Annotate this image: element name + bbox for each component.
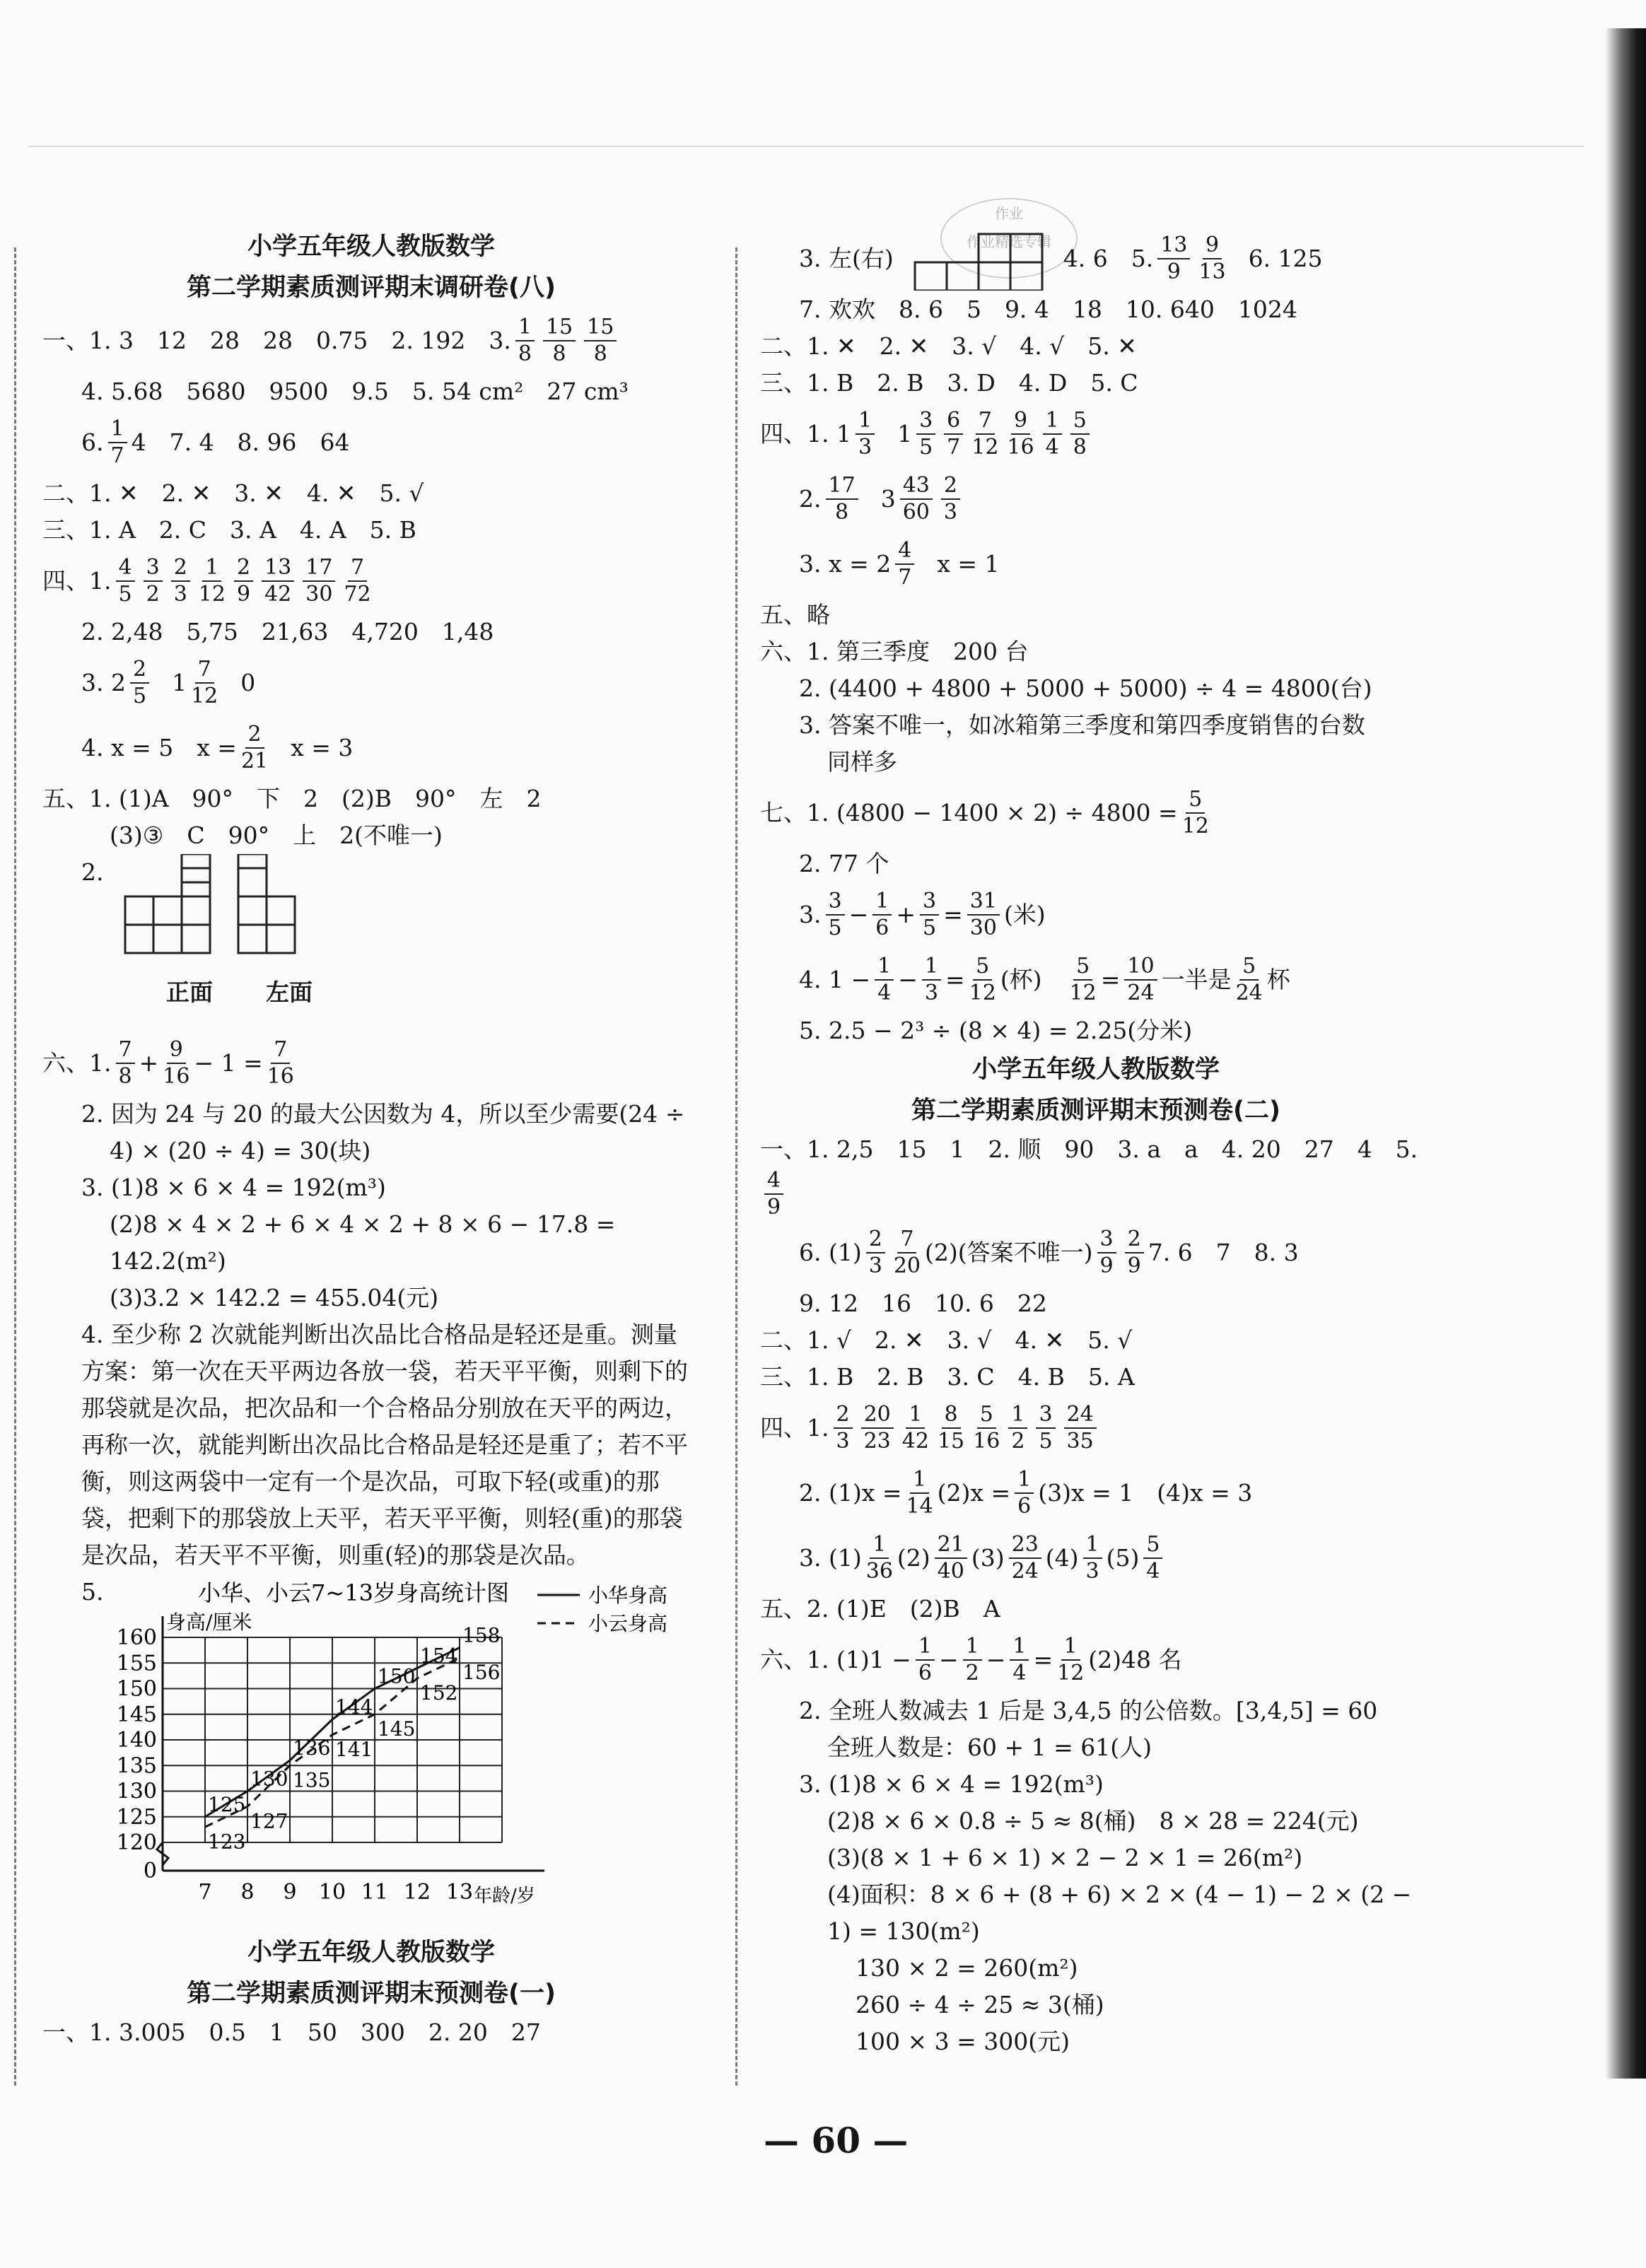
page-number: — 60 — — [764, 2120, 909, 2161]
fraction: $\frac{2}{3}$ — [834, 1402, 853, 1454]
answer-row — [760, 1012, 1432, 1049]
cube-grid-figure — [908, 227, 1049, 291]
fraction: $\frac{3}{5}$ — [916, 408, 935, 460]
answer-row — [42, 781, 700, 817]
answer-row — [42, 854, 700, 1031]
left-view-cube — [238, 925, 267, 953]
answer-text: (4) — [1045, 1544, 1079, 1572]
answer-text: 3. x = 2 — [799, 550, 892, 578]
left-view-cube — [267, 925, 295, 953]
grid-cell — [979, 234, 1010, 262]
answer-text: 3. (1) — [799, 1544, 862, 1572]
fraction: $\frac{2}{3}$ — [171, 555, 190, 607]
answer-row — [42, 1206, 700, 1280]
answer-text: 二、1. ✕ 2. ✕ 3. √ 4. √ 5. ✕ — [760, 332, 1137, 360]
fraction: $\frac{1}{12}$ — [1057, 1634, 1085, 1685]
answer-text: 2. 因为 24 与 20 的最大公因数为 4，所以至少需要(24 ÷ — [81, 1100, 685, 1128]
answer-text: (3)x = 1 (4)x = 3 — [1038, 1479, 1253, 1507]
fraction: $\frac{3}{5}$ — [1036, 1402, 1055, 1454]
answer-row — [760, 633, 1432, 670]
answer-text: 七、1. (4800 − 1400 × 2) ÷ 4800 = — [760, 799, 1178, 826]
answer-text: 2. (4400 + 4800 + 5000 + 5000) ÷ 4 = 4800(台) — [799, 674, 1372, 702]
fraction: $\frac{17}{30}$ — [303, 555, 335, 607]
y-tick-label: 120 — [116, 1830, 157, 1855]
y-tick-label: 145 — [116, 1702, 157, 1727]
fraction: $\frac{1}{4}$ — [1043, 408, 1062, 460]
answer-row — [760, 1131, 1432, 1220]
fraction: $\frac{7}{8}$ — [116, 1037, 135, 1089]
answer-text: 4 7. 4 8. 96 64 — [131, 428, 350, 456]
answer-text: 6. — [81, 428, 104, 456]
section-subtitle: 第二学期素质测评期末调研卷(八) — [187, 274, 556, 302]
left-view-cube — [238, 868, 267, 896]
fraction: $\frac{1}{8}$ — [515, 315, 535, 367]
answer-text: 130 × 2 = 260(m²) — [856, 1954, 1078, 1982]
fraction: $\frac{5}{24}$ — [1235, 954, 1263, 1005]
answer-text: − — [938, 1646, 959, 1673]
answer-row — [760, 882, 1432, 947]
answer-text: 5. — [81, 1578, 104, 1606]
answer-text: 全班人数是：60 + 1 = 61(人) — [827, 1734, 1152, 1761]
fraction: $\frac{5}{16}$ — [973, 1402, 1000, 1454]
answer-text: 4. 5.68 5680 9500 9.5 5. 54 cm² 27 cm³ — [81, 378, 629, 405]
answer-text: 一半是 — [1161, 966, 1232, 993]
fraction: $\frac{1}{3}$ — [856, 408, 875, 460]
answer-text: (杯) — [1000, 966, 1066, 993]
fraction: $\frac{21}{40}$ — [935, 1532, 967, 1584]
legend-label: 小华身高 — [588, 1584, 668, 1607]
answer-text: (2)8 × 4 × 2 + 6 × 4 × 2 + 8 × 6 − 17.8 = 142.2(m²) — [110, 1210, 623, 1275]
answer-text: = — [945, 966, 965, 993]
y-tick-label: 140 — [116, 1728, 157, 1753]
fraction: $\frac{24}{35}$ — [1064, 1402, 1097, 1454]
answer-row — [42, 1031, 700, 1096]
answer-text: (2)8 × 6 × 0.8 ÷ 5 ≈ 8(桶) 8 × 28 = 224(元) — [827, 1807, 1359, 1835]
fraction: $\frac{7}{12}$ — [971, 408, 999, 460]
fraction: $\frac{2}{21}$ — [240, 722, 269, 773]
answer-text: 7. 6 7 8. 3 — [1148, 1239, 1299, 1266]
x-axis-label: 年龄/岁 — [474, 1886, 535, 1907]
fraction: $\frac{1}{2}$ — [1008, 1402, 1027, 1454]
fraction: $\frac{9}{13}$ — [1198, 233, 1226, 284]
fraction: $\frac{4}{7}$ — [895, 538, 914, 590]
answer-row — [42, 308, 700, 373]
answer-row — [760, 467, 1432, 532]
answer-text: 六、1. — [42, 1049, 112, 1077]
answer-text: 5. 2.5 − 2³ ÷ (8 × 4) = 2.25(分米) — [799, 1017, 1193, 1044]
answer-text: 三、1. A 2. C 3. A 4. A 5. B — [42, 516, 416, 544]
answer-text: 3. 答案不唯一，如冰箱第三季度和第四季度销售的台数 — [799, 711, 1365, 739]
fraction: $\frac{31}{30}$ — [967, 889, 1000, 941]
fraction: $\frac{4}{9}$ — [764, 1168, 783, 1220]
data-label: 127 — [250, 1809, 288, 1833]
fraction: $\frac{5}{12}$ — [1069, 954, 1097, 1005]
answer-text: 六、1. 第三季度 200 台 — [760, 638, 1029, 665]
height-line-chart — [85, 1574, 707, 1927]
x-tick-label: 13 — [445, 1880, 474, 1905]
answer-text: 0 — [240, 669, 256, 696]
fraction: $\frac{2}{9}$ — [1125, 1227, 1144, 1279]
answer-text: 四、1. — [42, 567, 112, 595]
fraction: $\frac{20}{23}$ — [861, 1402, 894, 1454]
fraction: $\frac{43}{60}$ — [900, 473, 933, 525]
answer-text: x = 1 — [937, 550, 1000, 578]
left-margin-line — [14, 247, 16, 2086]
answer-text: 一、1. 3.005 0.5 1 50 300 2. 20 27 — [42, 2018, 541, 2046]
answer-row — [760, 1987, 1432, 2023]
answer-text: (3) — [971, 1544, 1005, 1572]
answer-text: − — [848, 901, 869, 928]
fraction: $\frac{1}{4}$ — [1010, 1634, 1029, 1686]
stamp-line1: 作业 — [995, 205, 1023, 222]
fraction: $\frac{2}{9}$ — [234, 555, 253, 607]
answer-text: 2. — [799, 485, 822, 513]
front-view-cube — [125, 896, 153, 925]
fraction: $\frac{2}{3}$ — [941, 473, 960, 525]
fraction: $\frac{13}{9}$ — [1157, 233, 1190, 285]
data-label: 135 — [293, 1768, 331, 1792]
fraction: $\frac{1}{2}$ — [963, 1634, 982, 1686]
answer-text: 1 — [172, 669, 187, 696]
data-label: 144 — [335, 1695, 373, 1719]
chart-title: 小华、小云7~13岁身高统计图 — [198, 1579, 509, 1606]
answer-text: 2. 2,48 5,75 21,63 4,720 1,48 — [81, 618, 494, 645]
fraction: $\frac{5}{12}$ — [969, 954, 996, 1005]
answer-text: (2)48 名 — [1088, 1646, 1182, 1673]
answer-row — [760, 402, 1432, 467]
fraction: $\frac{17}{8}$ — [826, 473, 858, 525]
answer-text: 4. 6 5. — [1063, 245, 1154, 272]
page-edge-shadow — [1605, 28, 1646, 2079]
section-title: 小学五年级人教版数学 — [247, 233, 495, 261]
y-tick-label: 135 — [116, 1753, 157, 1779]
answer-row — [760, 1729, 1432, 1766]
fraction: $\frac{7}{12}$ — [191, 657, 218, 708]
answer-text: 6. (1) — [799, 1239, 862, 1266]
answer-row — [760, 1396, 1432, 1461]
answer-text: 同样多 — [827, 748, 897, 776]
legend-label: 小云身高 — [588, 1612, 668, 1635]
fraction: $\frac{1}{7}$ — [108, 416, 127, 469]
front-view-cube — [182, 925, 210, 953]
data-label: 141 — [335, 1737, 373, 1761]
data-label: 152 — [420, 1681, 458, 1705]
answer-text: 7. 欢欢 8. 6 5 9. 4 18 10. 640 1024 — [799, 296, 1297, 323]
answer-row — [760, 1591, 1432, 1627]
answer-text: 3. 2 — [81, 669, 126, 696]
fraction: $\frac{10}{24}$ — [1124, 954, 1157, 1006]
data-label: 150 — [378, 1664, 416, 1688]
answer-text: x = 3 — [291, 734, 354, 761]
answer-row — [760, 1322, 1432, 1359]
fraction: $\frac{1}{36}$ — [865, 1532, 893, 1584]
grid-cell — [1010, 234, 1042, 262]
data-label: 136 — [293, 1736, 331, 1760]
fraction: $\frac{3}{5}$ — [920, 889, 939, 941]
answer-row — [42, 2014, 700, 2051]
data-label: 123 — [208, 1830, 246, 1854]
y-tick-label: 130 — [116, 1779, 157, 1804]
fraction: $\frac{5}{12}$ — [1181, 787, 1209, 838]
answer-text: 6. 125 — [1248, 245, 1323, 272]
front-view-cube — [153, 925, 182, 953]
answer-row — [42, 650, 700, 715]
front-view-cube — [153, 896, 182, 925]
answer-row — [42, 817, 700, 854]
answer-paragraph: 4. 至少称 2 次就能判断出次品比合格品是轻还是重。测量方案：第一次在天平两边各放一袋，若天平平衡，则剩下的那袋就是次品，把次品和一个合格品分别放在天平的两边，再称一次，就能判断出次品比合格品是轻还是重了；若不平衡，则这两袋中一定有一个是次品，可取下轻(或重)的那袋，把剩下的那袋放上天平，若天平平衡，则轻(重)的那袋是次品，若天平不平衡，则重(轻)的那袋是次品。 — [81, 1321, 688, 1569]
answer-text: + — [139, 1049, 159, 1077]
answer-row — [760, 597, 1432, 633]
answer-row — [760, 670, 1432, 707]
answer-text: = — [1033, 1646, 1053, 1673]
front-view-cube — [182, 896, 210, 925]
answer-row — [760, 291, 1432, 328]
fraction: $\frac{7}{72}$ — [344, 555, 371, 607]
fraction: $\frac{2}{3}$ — [866, 1227, 885, 1279]
answer-row — [760, 1950, 1432, 1987]
fraction: $\frac{6}{7}$ — [944, 408, 963, 460]
answer-text: 4) × (20 ÷ 4) = 30(块) — [110, 1137, 371, 1164]
answer-text: (米) — [1003, 901, 1046, 928]
answer-row — [42, 614, 700, 650]
left-view-cube — [238, 854, 267, 868]
answer-text: 4. 1 − — [799, 966, 871, 993]
fraction: $\frac{7}{20}$ — [893, 1227, 921, 1278]
answer-row — [760, 1627, 1432, 1693]
answer-row — [760, 532, 1432, 597]
answer-text: 2. 全班人数减去 1 后是 3,4,5 的公倍数。[3,4,5] = 60 — [799, 1697, 1378, 1724]
answer-row — [760, 1285, 1432, 1322]
grid-cell — [979, 262, 1010, 291]
data-label: 145 — [378, 1717, 416, 1741]
answer-text: 二、1. √ 2. ✕ 3. √ 4. ✕ 5. √ — [760, 1326, 1133, 1354]
answer-row — [760, 226, 1432, 291]
fraction: $\frac{3}{2}$ — [144, 555, 163, 607]
fraction: $\frac{1}{3}$ — [922, 954, 941, 1006]
front-view-label: 正面 — [166, 978, 213, 1006]
answer-text: + — [896, 901, 916, 928]
answer-text: 260 ÷ 4 ÷ 25 ≈ 3(桶) — [856, 1991, 1104, 2018]
grid-cell — [947, 262, 979, 291]
fraction: $\frac{3}{9}$ — [1097, 1227, 1116, 1279]
answer-text: 二、1. ✕ 2. ✕ 3. ✕ 4. ✕ 5. √ — [42, 479, 424, 507]
grid-cell — [915, 262, 947, 291]
section-title: 小学五年级人教版数学 — [971, 1056, 1220, 1084]
fraction: $\frac{1}{14}$ — [906, 1467, 933, 1519]
fraction: $\frac{5}{4}$ — [1143, 1532, 1162, 1584]
x-tick-label: 10 — [318, 1880, 346, 1905]
answer-row — [760, 947, 1432, 1012]
x-tick-label: 8 — [240, 1880, 255, 1905]
data-label: 154 — [420, 1644, 458, 1668]
answer-text: 六、1. (1)1 − — [760, 1646, 911, 1673]
answer-row — [760, 1766, 1432, 1803]
answer-text: 2. (1)x = — [799, 1479, 902, 1507]
answer-text: 四、1. 1 — [760, 420, 851, 448]
answer-text: 3. (1)8 × 6 × 4 = 192(m³) — [81, 1174, 386, 1201]
y-tick-label: 125 — [116, 1804, 157, 1830]
answer-row — [760, 365, 1432, 402]
section-title: 小学五年级人教版数学 — [247, 1939, 495, 1967]
answer-row — [42, 715, 700, 781]
y-axis-label: 身高/厘米 — [166, 1611, 252, 1634]
answer-text: 一、1. 3 12 28 28 0.75 2. 192 3. — [42, 327, 511, 354]
section-subtitle: 第二学期素质测评期末预测卷(一) — [187, 1980, 556, 2008]
answer-row — [760, 1803, 1432, 1840]
answer-text: 三、1. B 2. B 3. C 4. B 5. A — [760, 1363, 1135, 1391]
fraction: $\frac{1}{42}$ — [901, 1402, 929, 1454]
answer-row — [42, 410, 700, 475]
answer-text: (2)(答案不唯一) — [925, 1239, 1093, 1266]
fraction: $\frac{9}{16}$ — [163, 1037, 190, 1089]
data-label: 156 — [462, 1661, 501, 1684]
fraction: $\frac{1}{3}$ — [1083, 1532, 1102, 1584]
answer-row — [42, 1133, 700, 1169]
cube-views-figure — [118, 854, 351, 974]
answer-row — [760, 2023, 1432, 2060]
answer-row — [760, 744, 1432, 781]
answer-row — [760, 1461, 1432, 1526]
answer-text: 9. 12 16 10. 6 22 — [799, 1290, 1047, 1317]
answer-row — [42, 1169, 700, 1206]
left-view-cube — [238, 896, 267, 925]
answer-text: − — [986, 1646, 1006, 1673]
fraction: $\frac{1}{6}$ — [872, 889, 892, 941]
answer-text: 4. x = 5 x = — [81, 734, 237, 761]
stamp-line2: 作业精选专辑 — [967, 233, 1051, 250]
answer-text: 3. 左(右) — [799, 245, 894, 272]
answer-text: = — [1100, 966, 1121, 993]
fraction: $\frac{1}{6}$ — [916, 1634, 935, 1686]
y-tick-label: 0 — [143, 1859, 157, 1883]
answer-row — [760, 1220, 1432, 1285]
fraction: $\frac{15}{8}$ — [543, 315, 576, 367]
fraction: $\frac{5}{8}$ — [1070, 408, 1090, 460]
answer-row — [42, 1096, 700, 1133]
answer-row — [42, 475, 700, 512]
answer-text: (2)x = — [937, 1479, 1011, 1507]
answer-text: 1 — [897, 420, 913, 448]
answer-row — [760, 781, 1432, 846]
answer-text: 五、2. (1)E (2)B A — [760, 1595, 1000, 1623]
answer-text: (3)③ C 90° 上 2(不唯一) — [110, 822, 443, 849]
fraction: $\frac{13}{42}$ — [262, 555, 294, 607]
answer-row — [42, 512, 700, 549]
data-label: 130 — [250, 1767, 288, 1791]
data-label: 158 — [462, 1623, 501, 1647]
answer-row — [760, 1526, 1432, 1591]
answer-text: 3. (1)8 × 6 × 4 = 192(m³) — [799, 1770, 1104, 1798]
answer-row — [42, 1280, 700, 1316]
left-view-cube — [267, 896, 295, 925]
fraction: $\frac{15}{8}$ — [584, 315, 617, 367]
answer-text: (3)3.2 × 142.2 = 455.04(元) — [110, 1284, 439, 1311]
x-tick-label: 9 — [283, 1880, 297, 1905]
answer-text: 2. 77 个 — [799, 850, 889, 877]
answer-text: 3. — [799, 901, 822, 928]
fraction: $\frac{8}{15}$ — [937, 1402, 965, 1454]
answer-row — [760, 1840, 1432, 1876]
x-tick-label: 11 — [361, 1880, 389, 1905]
fraction: $\frac{1}{12}$ — [198, 555, 226, 607]
fraction: $\frac{9}{16}$ — [1007, 408, 1034, 460]
y-tick-label: 155 — [116, 1651, 157, 1676]
fraction: $\frac{3}{5}$ — [826, 889, 845, 941]
answer-text: 五、1. (1)A 90° 下 2 (2)B 90° 左 2 — [42, 785, 542, 812]
column-divider — [735, 247, 737, 2086]
answer-row — [760, 1693, 1432, 1729]
answer-text: 杯 — [1266, 966, 1290, 993]
x-tick-label: 12 — [403, 1880, 431, 1905]
answer-row — [760, 328, 1432, 365]
x-tick-label: 7 — [198, 1880, 212, 1905]
answer-text: 100 × 3 = 300(元) — [856, 2028, 1070, 2055]
answer-text: (4)面积：8 × 6 + (8 + 6) × 2 × (4 − 1) − 2 × (2 − 1) = 130(m²) — [827, 1881, 1419, 1945]
left-view-label: 左面 — [266, 978, 313, 1006]
fraction: $\frac{2}{5}$ — [130, 657, 149, 709]
answer-row — [760, 846, 1432, 882]
fraction: $\frac{1}{4}$ — [875, 954, 894, 1006]
y-tick-label: 160 — [116, 1625, 157, 1650]
y-tick-label: 150 — [116, 1676, 157, 1702]
answer-row — [760, 707, 1432, 744]
answer-row — [42, 549, 700, 614]
top-divider — [28, 146, 1584, 147]
answer-text: (3)(8 × 1 + 6 × 1) × 2 − 2 × 1 = 26(m²) — [827, 1844, 1303, 1871]
answer-row — [760, 1876, 1432, 1950]
answer-text: = — [943, 901, 963, 928]
answer-text: 一、1. 2,5 15 1 2. 顺 90 3. a a 4. 20 27 4 5. — [760, 1135, 1418, 1163]
front-view-cube — [125, 925, 153, 953]
left-column — [42, 226, 700, 2051]
answer-text: 三、1. B 2. B 3. D 4. D 5. C — [760, 369, 1138, 397]
answer-text: 2. — [81, 858, 104, 886]
answer-row — [42, 373, 700, 410]
fraction: $\frac{23}{24}$ — [1009, 1532, 1041, 1584]
answer-row — [760, 1359, 1432, 1396]
answer-text: 四、1. — [760, 1414, 829, 1442]
right-column — [760, 226, 1432, 2060]
answer-text: − — [898, 966, 918, 993]
answer-text: 3 — [880, 485, 896, 513]
answer-text: − 1 = — [194, 1049, 263, 1077]
fraction: $\frac{1}{6}$ — [1015, 1467, 1034, 1519]
data-label: 125 — [208, 1792, 246, 1816]
answer-text: (2) — [897, 1544, 930, 1572]
fraction: $\frac{4}{5}$ — [116, 555, 135, 607]
section-subtitle: 第二学期素质测评期末预测卷(二) — [911, 1097, 1280, 1125]
fraction: $\frac{7}{16}$ — [267, 1037, 294, 1089]
answer-text: 五、略 — [760, 601, 830, 629]
grid-cell — [1010, 262, 1042, 291]
answer-text: (5) — [1106, 1544, 1140, 1572]
